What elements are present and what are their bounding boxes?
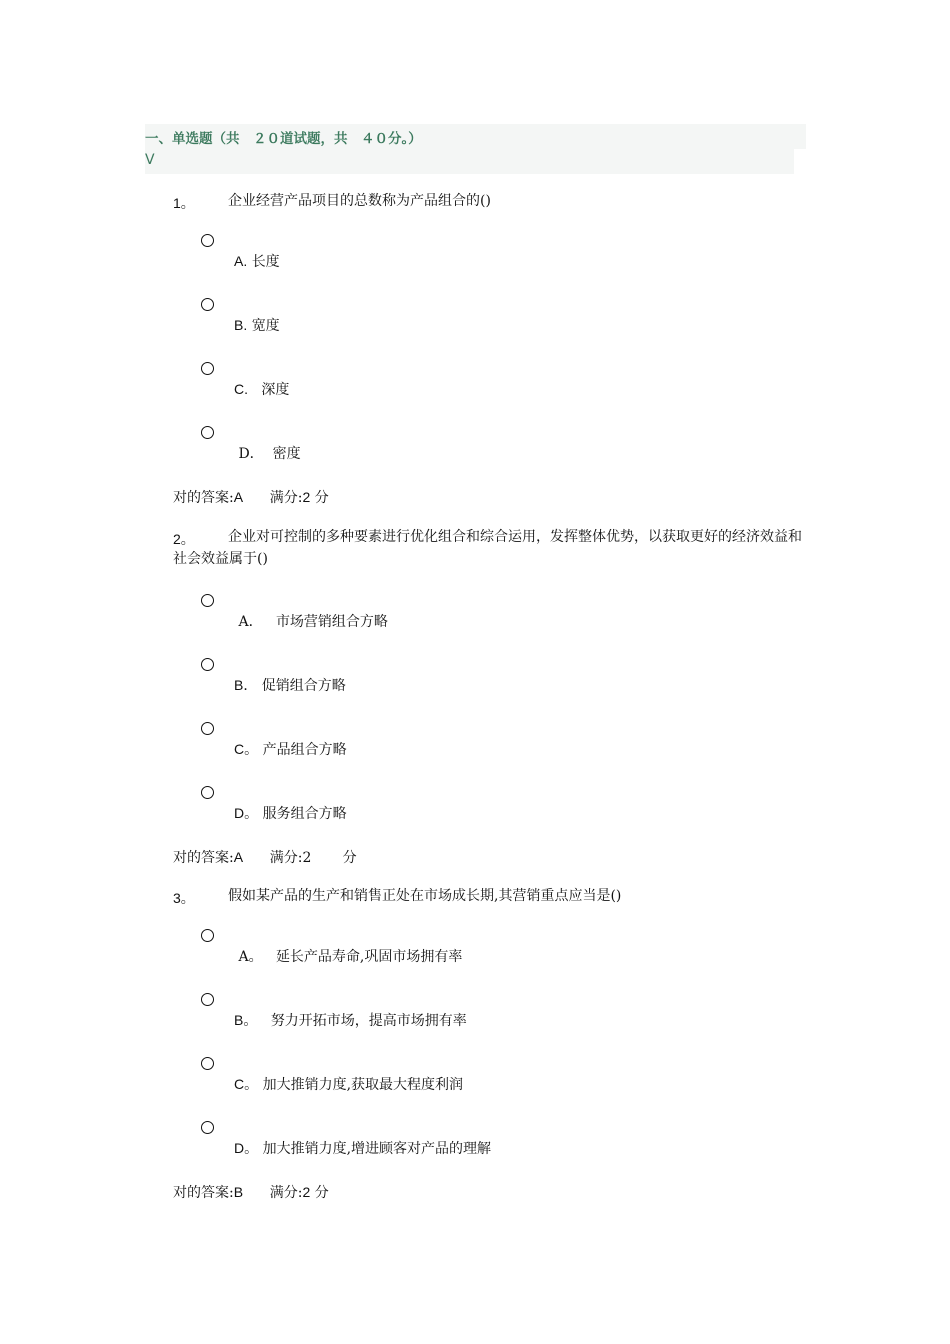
radio-option-b[interactable] xyxy=(201,658,214,671)
option-a xyxy=(234,946,462,966)
option-text: 密度 xyxy=(272,446,301,462)
score-unit: 分 xyxy=(314,490,329,506)
option-key: C。 xyxy=(234,1076,259,1092)
option-key: A． xyxy=(238,614,263,630)
radio-option-b[interactable] xyxy=(201,993,214,1006)
score-value: 2 xyxy=(302,1184,311,1200)
radio-option-a[interactable] xyxy=(201,929,214,942)
answer-label: 对的答案: xyxy=(173,490,234,506)
question-text: 假如某产品的生产和销售正处在市场成长期,其营销重点应当是() xyxy=(228,888,622,904)
score-unit: 分 xyxy=(314,1185,329,1201)
option-text: 促销组合方略 xyxy=(261,678,346,694)
radio-option-c[interactable] xyxy=(201,722,214,735)
option-key: D． xyxy=(238,446,264,462)
option-key: A。 xyxy=(238,949,263,965)
question-text: 企业对可控制的多种要素进行优化组合和综合运用，发挥整体优势，以获取更好的经济效益和社会效益属于() xyxy=(173,529,802,567)
radio-option-c[interactable] xyxy=(201,1057,214,1070)
answer-label: 对的答案: xyxy=(173,850,234,866)
option-text: 服务组合方略 xyxy=(262,806,347,822)
option-c xyxy=(234,379,289,399)
option-text: 加大推销力度,增进顾客对产品的理解 xyxy=(262,1141,492,1157)
option-text: 深度 xyxy=(261,382,290,398)
option-text: 加大推销力度,获取最大程度利润 xyxy=(262,1077,464,1093)
score-label: 满分: xyxy=(269,1185,303,1201)
option-b xyxy=(234,675,346,695)
option-text: 市场营销组合方略 xyxy=(275,614,388,630)
option-a xyxy=(234,611,388,631)
option-key: D。 xyxy=(234,1140,259,1156)
question-number: 2。 xyxy=(173,531,195,547)
answer-value: B xyxy=(233,1184,244,1200)
option-c xyxy=(234,1074,463,1094)
option-d xyxy=(234,443,301,463)
question-text: 企业经营产品项目的总数称为产品组合的() xyxy=(228,193,491,209)
option-b xyxy=(234,1010,467,1030)
radio-option-a[interactable] xyxy=(201,234,214,247)
answer-line xyxy=(173,1182,329,1202)
option-text: 产品组合方略 xyxy=(262,742,347,758)
radio-option-d[interactable] xyxy=(201,426,214,439)
section-mark-band xyxy=(145,149,794,174)
option-text: 宽度 xyxy=(251,318,280,334)
section-mark: V xyxy=(145,152,155,168)
score-value: 2 xyxy=(302,489,311,505)
answer-value: A xyxy=(233,489,244,505)
option-text: 努力开拓市场，提高市场拥有率 xyxy=(270,1013,467,1029)
option-key: B. xyxy=(234,317,248,333)
option-b xyxy=(234,315,280,335)
answer-line xyxy=(173,847,357,867)
score-value: 2 xyxy=(302,850,312,866)
answer-line xyxy=(173,487,329,507)
option-d xyxy=(234,803,347,823)
option-c xyxy=(234,739,347,759)
radio-option-a[interactable] xyxy=(201,594,214,607)
option-key: D。 xyxy=(234,805,259,821)
option-a xyxy=(234,251,280,271)
option-d xyxy=(234,1138,491,1158)
score-label: 满分: xyxy=(269,490,303,506)
radio-option-b[interactable] xyxy=(201,298,214,311)
answer-label: 对的答案: xyxy=(173,1185,234,1201)
option-key: B。 xyxy=(234,1012,258,1028)
option-key: C. xyxy=(234,381,248,397)
option-text: 延长产品寿命,巩固市场拥有率 xyxy=(275,949,463,965)
question-number: 3。 xyxy=(173,890,195,906)
score-unit: 分 xyxy=(342,850,357,866)
option-key: B． xyxy=(234,677,258,693)
radio-option-d[interactable] xyxy=(201,1121,214,1134)
section-title: 一、单选题（共 ２０道试题，共 ４０分。） xyxy=(145,131,422,147)
option-key: C。 xyxy=(234,741,259,757)
answer-value: A xyxy=(233,849,244,865)
option-key: A. xyxy=(234,253,248,269)
question-number: 1。 xyxy=(173,195,195,211)
option-text: 长度 xyxy=(251,254,280,270)
radio-option-d[interactable] xyxy=(201,786,214,799)
score-label: 满分: xyxy=(269,850,303,866)
radio-option-c[interactable] xyxy=(201,362,214,375)
